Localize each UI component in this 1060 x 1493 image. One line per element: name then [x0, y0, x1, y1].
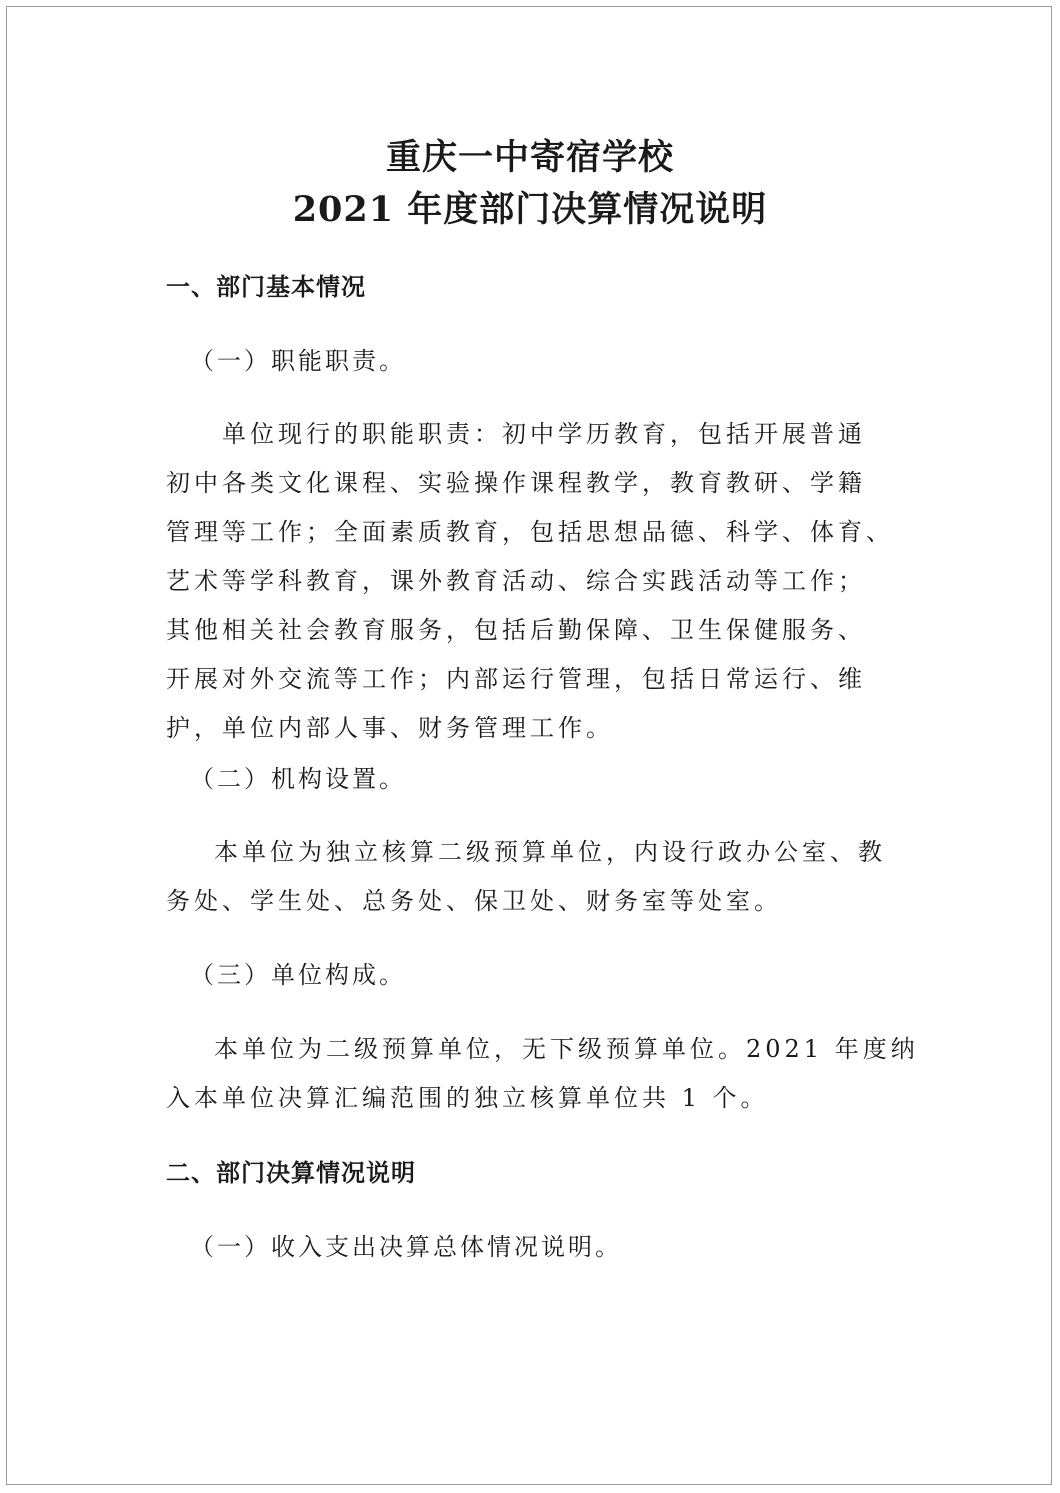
paragraph-organization: [166, 828, 926, 926]
paragraph-line: 单位现行的职能职责：初中学历教育，包括开展普通: [222, 420, 866, 448]
paragraph-line: 入本单位决算汇编范围的独立核算单位共 1 个。: [166, 1084, 769, 1112]
paragraph-line: 开展对外交流等工作；内部运行管理，包括日常运行、维: [166, 665, 866, 693]
paragraph-line: 其他相关社会教育服务，包括后勤保障、卫生保健服务、: [166, 616, 866, 644]
subheading-organization: （二）机构设置。: [190, 765, 406, 793]
paragraph-line: 本单位为二级预算单位，无下级预算单位。2021 年度纳: [214, 1035, 919, 1063]
document-title-line2: 2021 年度部门决算情况说明: [292, 189, 768, 230]
paragraph-line: 管理等工作；全面素质教育，包括思想品德、科学、体育、: [166, 518, 894, 546]
paragraph-line: 初中各类文化课程、实验操作课程教学，教育教研、学籍: [166, 469, 866, 497]
paragraph-line: 务处、学生处、总务处、保卫处、财务室等处室。: [166, 887, 782, 915]
subheading-composition: （三）单位构成。: [190, 961, 406, 989]
section-heading-final-accounts: 二、部门决算情况说明: [166, 1159, 416, 1187]
paragraph-composition: [166, 1025, 926, 1123]
subheading-functions: （一）职能职责。: [190, 347, 406, 375]
subheading-income-expense: （一）收入支出决算总体情况说明。: [190, 1233, 622, 1261]
paragraph-line: 艺术等学科教育，课外教育活动、综合实践活动等工作；: [166, 567, 866, 595]
paragraph-line: 护，单位内部人事、财务管理工作。: [166, 714, 614, 742]
section-heading-basic-info: 一、部门基本情况: [166, 273, 366, 301]
paragraph-functions: [166, 410, 926, 753]
document-title-line1: 重庆一中寄宿学校: [385, 137, 674, 178]
paragraph-line: 本单位为独立核算二级预算单位，内设行政办公室、教: [214, 838, 886, 866]
